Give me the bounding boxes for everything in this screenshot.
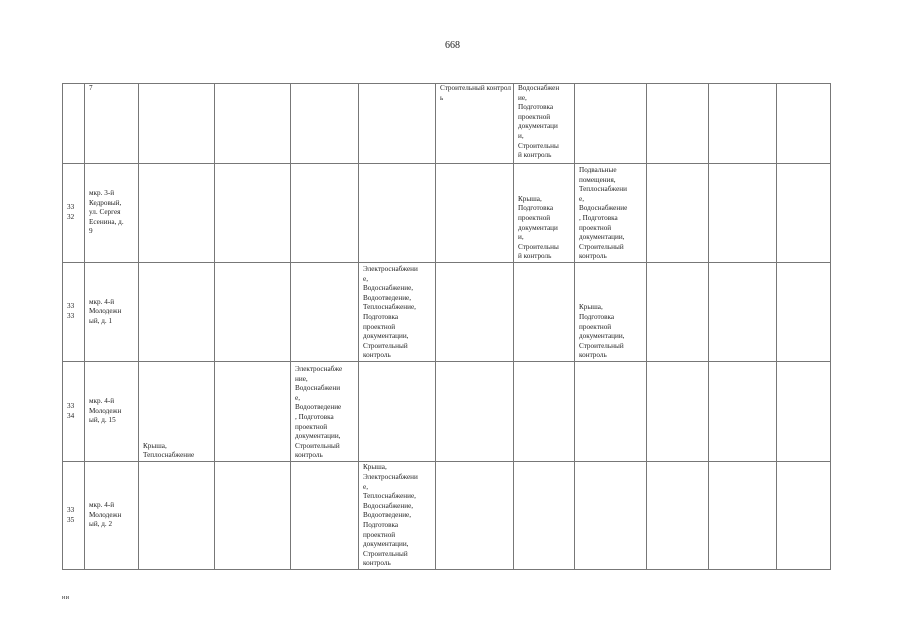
row-number-cell: 33 33 (63, 263, 85, 362)
work-cell: Электроснабже ние, Водоснабжени е, Водоотведение , Подготовка проектной документации, Строительный контроль (291, 362, 359, 462)
table-row (63, 263, 831, 362)
address-cell: мкр. 4-й Молодежн ый, д. 2 (85, 462, 139, 570)
empty-cell (647, 263, 709, 362)
address-cell: мкр. 3-й Кедровый, ул. Сергея Есенина, д. 9 (85, 164, 139, 263)
work-cell (215, 263, 291, 362)
empty-cell (777, 263, 831, 362)
work-cell (514, 462, 575, 570)
work-cell (139, 84, 215, 164)
empty-cell (647, 462, 709, 570)
work-cell (514, 362, 575, 462)
work-cell (575, 362, 647, 462)
empty-cell (777, 362, 831, 462)
empty-cell (777, 462, 831, 570)
work-cell (436, 164, 514, 263)
page-number: 668 (445, 40, 460, 51)
address-cell: 7 (85, 84, 139, 164)
work-cell: Строительный контроль (436, 84, 514, 164)
row-number-cell: 33 35 (63, 462, 85, 570)
work-cell (215, 462, 291, 570)
work-cell (514, 263, 575, 362)
empty-cell (647, 164, 709, 263)
work-cell (436, 462, 514, 570)
empty-cell (777, 84, 831, 164)
work-cell (291, 84, 359, 164)
table-row (63, 462, 831, 570)
row-number-cell (63, 84, 85, 164)
row-number-cell: 33 32 (63, 164, 85, 263)
work-cell: Крыша, Подготовка проектной документаци и, Строительны й контроль (514, 164, 575, 263)
address-cell: мкр. 4-й Молодежн ый, д. 15 (85, 362, 139, 462)
work-cell: Крыша, Электроснабжени е, Теплоснабжение, Водоснабжение, Водоотведение, Подготовка проектной документации, Строительный контроль (359, 462, 436, 570)
work-cell (215, 362, 291, 462)
empty-cell (709, 263, 777, 362)
empty-cell (709, 362, 777, 462)
empty-cell (647, 362, 709, 462)
empty-cell (709, 164, 777, 263)
work-cell (139, 462, 215, 570)
work-cell: Подвальные помещения, Теплоснабжени е, Водоснабжение , Подготовка проектной документации, Строительный контроль (575, 164, 647, 263)
work-cell (575, 462, 647, 570)
empty-cell (709, 84, 777, 164)
table-row (63, 84, 831, 164)
work-cell (139, 164, 215, 263)
empty-cell (709, 462, 777, 570)
work-cell (215, 164, 291, 263)
work-cell: Водоснабжен ие, Подготовка проектной документаци и, Строительны й контроль (514, 84, 575, 164)
work-cell: Крыша, Теплоснабжение (139, 362, 215, 462)
works-schedule-table (62, 83, 831, 570)
row-number-cell: 33 34 (63, 362, 85, 462)
work-cell (359, 164, 436, 263)
work-cell (291, 263, 359, 362)
empty-cell (647, 84, 709, 164)
work-cell: Электроснабжени е, Водоснабжение, Водоотведение, Теплоснабжение, Подготовка проектной документации, Строительный контроль (359, 263, 436, 362)
footer-note: ни (62, 595, 70, 601)
work-cell (359, 362, 436, 462)
work-cell (291, 164, 359, 263)
work-cell (575, 84, 647, 164)
work-cell (215, 84, 291, 164)
table-row (63, 362, 831, 462)
address-cell: мкр. 4-й Молодежн ый, д. 1 (85, 263, 139, 362)
empty-cell (777, 164, 831, 263)
work-cell (291, 462, 359, 570)
work-cell (139, 263, 215, 362)
table-row (63, 164, 831, 263)
work-cell (359, 84, 436, 164)
work-cell (436, 263, 514, 362)
work-cell: Крыша, Подготовка проектной документации, Строительный контроль (575, 263, 647, 362)
work-cell (436, 362, 514, 462)
